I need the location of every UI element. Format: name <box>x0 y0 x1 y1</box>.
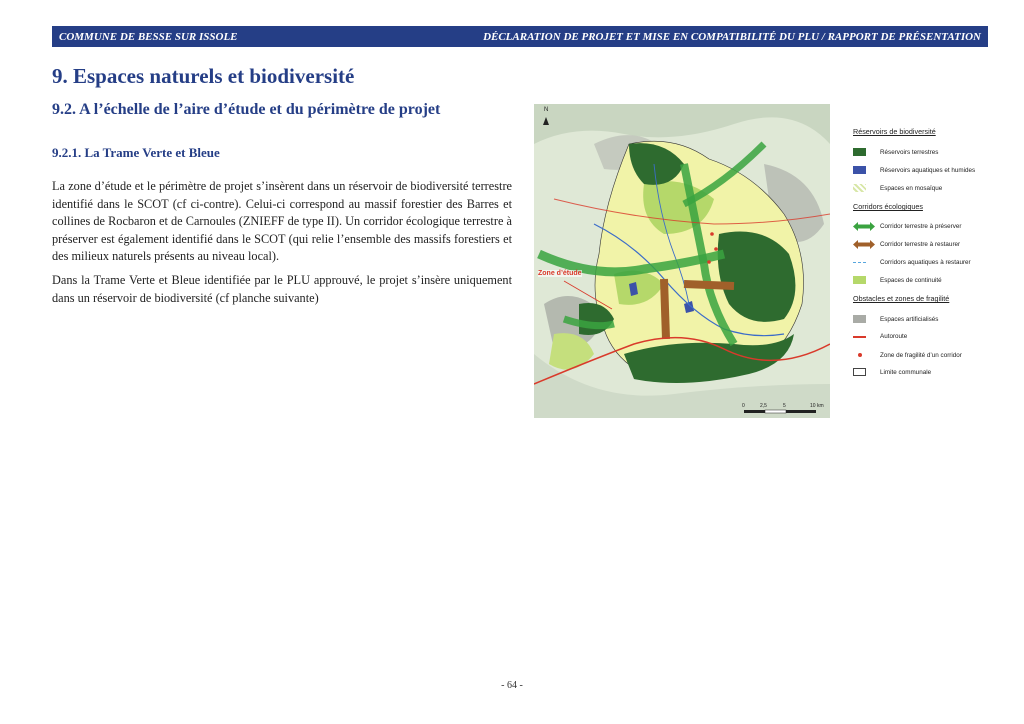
legend-label: Corridors aquatiques à restaurer <box>880 259 971 266</box>
aquatic-reservoir-swatch <box>853 166 866 174</box>
legend-label: Corridor terrestre à préserver <box>880 222 962 230</box>
terrestrial-reservoir-swatch <box>853 148 866 156</box>
legend-item-corridor-preserve <box>853 222 962 230</box>
aquatic-corridor-swatch <box>853 262 866 263</box>
legend-label: Espaces de continuité <box>880 276 942 284</box>
paragraph-1: La zone d’étude et le périmètre de projet s’insèrent dans un réservoir de biodiversité terrestre identifié dans le SCOT (cf ci-contre). Celui-ci correspond au massif forestier des Barres et collines de Rocbaron et de Carnoules (ZNIEFF de type II). Un corridor écologique terrestre à préserver est également identifié dans le SCOT (qui relie l’ensemble des massifs forestiers et des milieux naturels présents au niveau local). <box>52 179 512 263</box>
study-zone-label: Zone d’étude <box>538 270 582 277</box>
legend-item-artificial <box>853 315 938 323</box>
scale-bar-seg2 <box>765 410 786 413</box>
legend-label: Limite communale <box>880 368 932 376</box>
legend-reservoirs-title: Réservoirs de biodiversité <box>853 127 936 136</box>
legend-item-aquatic-corridor <box>853 259 971 266</box>
north-label: N <box>544 107 549 113</box>
legend-label: Autoroute <box>880 333 908 340</box>
scale-label-1: 2,5 <box>760 403 767 409</box>
corridor-restore-1 <box>664 279 666 339</box>
corridor-restore-arrow-icon <box>853 240 875 248</box>
legend-label: Réservoirs aquatiques et humides <box>880 166 976 174</box>
commune-limit-swatch <box>853 368 866 376</box>
paragraph-2: Dans la Trame Verte et Bleue identifiée par le PLU approuvé, le projet s’insère uniquement dans un réservoir de biodiversité (cf planche suivante) <box>52 273 512 305</box>
legend-label: Espaces en mosaïque <box>880 184 943 192</box>
legend-label: Zone de fragilité d’un corridor <box>880 351 962 359</box>
fragility-point-icon <box>853 351 866 359</box>
scale-label-3: 10 km <box>810 403 824 409</box>
artificial-swatch <box>853 315 866 323</box>
scale-bar-seg3 <box>786 410 816 413</box>
legend-corridors-title: Corridors écologiques <box>853 202 923 211</box>
scale-bar-seg1 <box>744 410 765 413</box>
legend-label: Réservoirs terrestres <box>880 148 939 156</box>
legend-label: Corridor terrestre à restaurer <box>880 240 961 248</box>
fragility-point-2 <box>714 247 718 251</box>
subsubsection-title: 9.2.1. La Trame Verte et Bleue <box>52 145 220 160</box>
legend-label: Espaces artificialisés <box>880 315 939 323</box>
legend-item-commune-limit <box>853 368 931 376</box>
continuity-swatch <box>853 276 866 284</box>
fragility-point-3 <box>707 260 711 264</box>
legend-item-terrestrial-reservoir <box>853 148 938 156</box>
legend-item-mosaic <box>853 184 942 192</box>
motorway-swatch <box>853 336 866 338</box>
corridor-restore-2 <box>684 284 734 286</box>
legend-item-corridor-restore <box>853 240 960 248</box>
subsection-title: 9.2. A l’échelle de l’aire d’étude et du périmètre de projet <box>52 101 441 118</box>
header-document-title: DÉCLARATION DE PROJET ET MISE EN COMPATIBILITÉ DU PLU / RAPPORT DE PRÉSENTATION <box>483 30 981 43</box>
fragility-point-1 <box>710 232 714 236</box>
header-commune: COMMUNE DE BESSE SUR ISSOLE <box>59 30 238 43</box>
corridor-preserve-arrow-icon <box>853 222 875 230</box>
legend-item-aquatic-reservoir <box>853 166 975 174</box>
scale-label-2: 5 <box>783 403 786 409</box>
scale-label-0: 0 <box>742 403 745 409</box>
legend-item-motorway <box>853 333 907 340</box>
legend-item-continuity <box>853 276 942 284</box>
mosaic-swatch <box>853 184 866 192</box>
legend-item-fragility <box>853 351 962 359</box>
page-header <box>52 26 988 47</box>
page-number: - 64 - <box>501 680 523 691</box>
tvb-map <box>534 104 830 418</box>
section-title: 9. Espaces naturels et biodiversité <box>52 64 355 88</box>
legend-obstacles-title: Obstacles et zones de fragilité <box>853 294 950 303</box>
